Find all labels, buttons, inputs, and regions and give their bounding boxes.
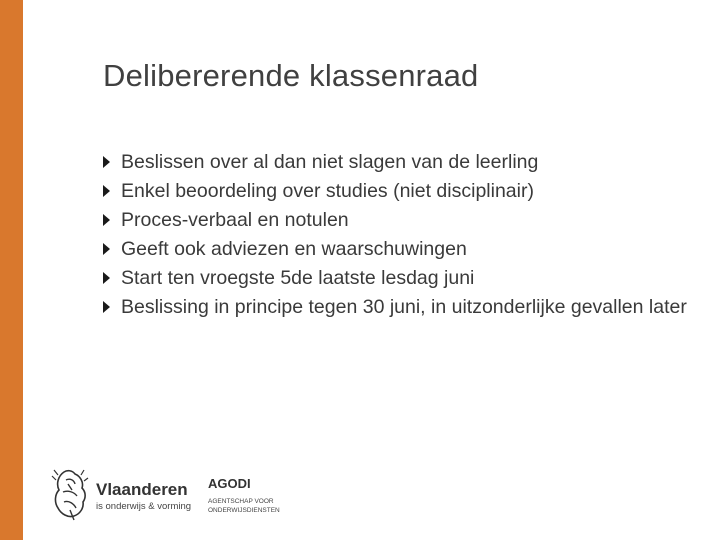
vlaanderen-tagline: is onderwijs & vorming: [96, 501, 192, 512]
slide-title: Delibererende klassenraad: [103, 58, 479, 93]
vlaanderen-wordmark: Vlaanderen: [96, 480, 188, 499]
bullet-arrow-icon: [103, 272, 110, 284]
agodi-tagline: AGENTSCHAP VOOR ONDERWIJSDIENSTEN: [208, 498, 280, 514]
bullet-list: [103, 148, 715, 322]
bullet-arrow-icon: [103, 243, 110, 255]
bullet-arrow-icon: [103, 301, 110, 313]
bullet-item: Beslissing in principe tegen 30 juni, in uitzonderlijke gevallen later: [103, 293, 715, 322]
flemish-lion-logo-icon: [50, 466, 90, 522]
bullet-arrow-icon: [103, 156, 110, 168]
agodi-wordmark: AGODI: [208, 476, 251, 491]
bullet-item: Beslissen over al dan niet slagen van de leerling: [103, 148, 715, 177]
bullet-item: Start ten vroegste 5de laatste lesdag juni: [103, 264, 715, 293]
bullet-item: Enkel beoordeling over studies (niet disciplinair): [103, 177, 715, 206]
bullet-arrow-icon: [103, 214, 110, 226]
bullet-item: Proces-verbaal en notulen: [103, 206, 715, 235]
bullet-arrow-icon: [103, 185, 110, 197]
bullet-item: Geeft ook adviezen en waarschuwingen: [103, 235, 715, 264]
side-accent-bar: [0, 0, 23, 540]
